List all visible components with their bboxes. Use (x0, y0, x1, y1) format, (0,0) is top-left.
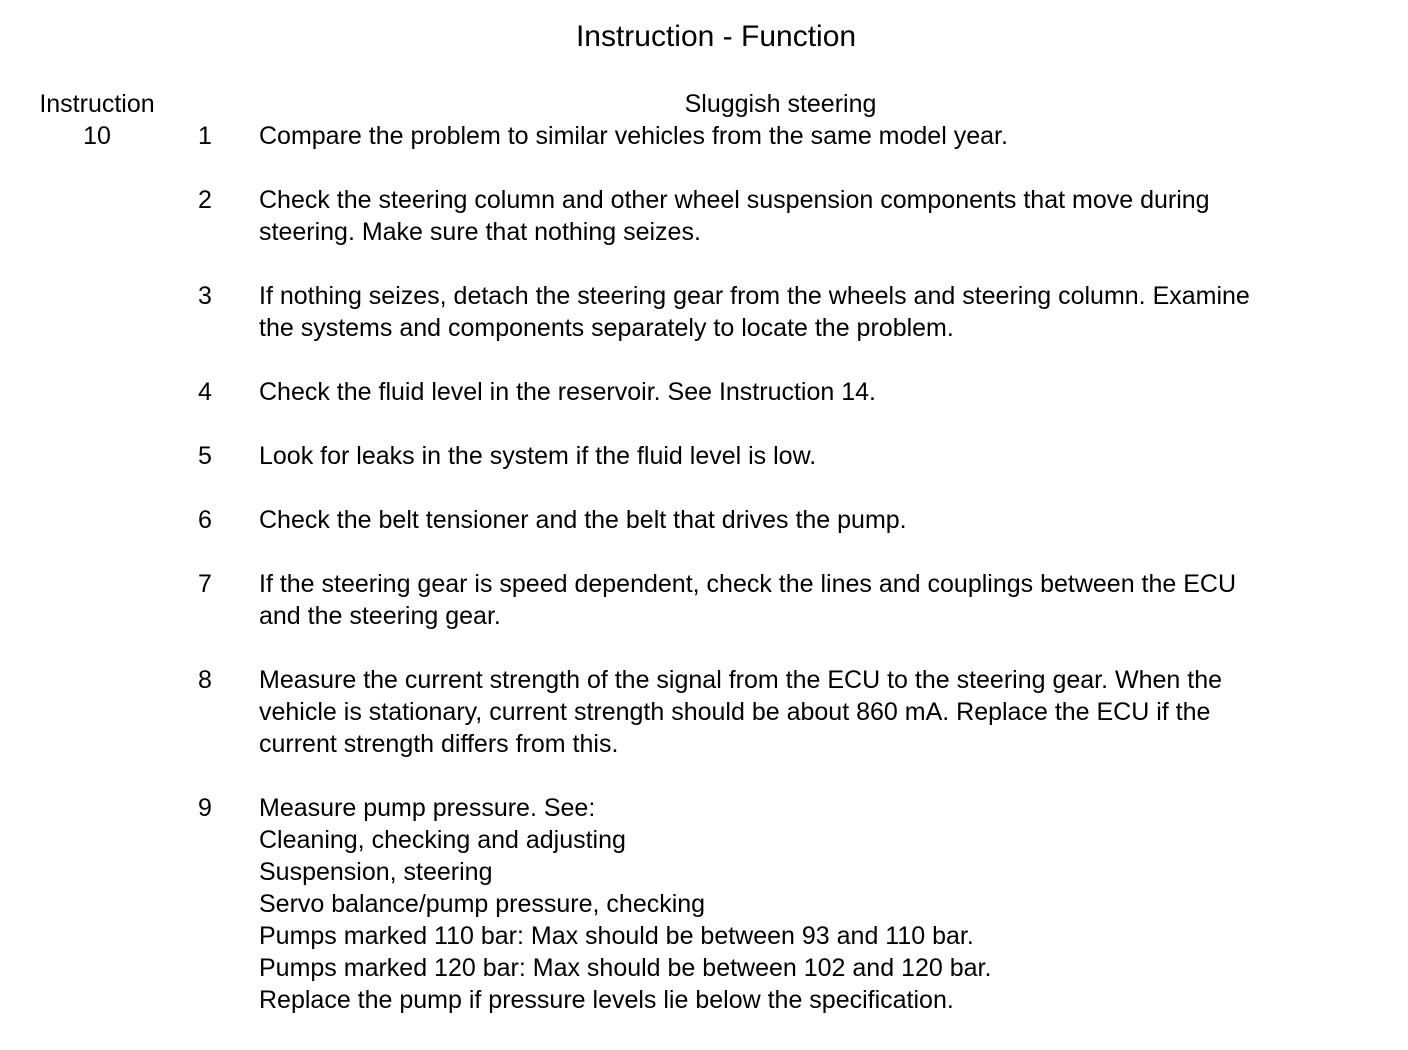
step-text-line: Measure pump pressure. See: (259, 794, 596, 822)
step-number: 5 (198, 442, 212, 470)
step-text-line: Look for leaks in the system if the fluid level is low. (259, 442, 817, 470)
step-number: 6 (198, 506, 212, 534)
step-text-line: Check the fluid level in the reservoir. See Instruction 14. (259, 378, 876, 406)
step-text-line: vehicle is stationary, current strength should be about 860 mA. Replace the ECU if the (259, 698, 1211, 726)
step-text-line: Pumps marked 120 bar: Max should be between 102 and 120 bar. (259, 954, 992, 982)
step-number: 4 (198, 378, 212, 406)
step-text-line: Compare the problem to similar vehicles from the same model year. (259, 122, 1008, 150)
step-text (259, 504, 1369, 536)
step-number: 2 (198, 186, 212, 214)
step-text-line: Check the belt tensioner and the belt that drives the pump. (259, 506, 907, 534)
step-item (0, 120, 1408, 152)
step-text (259, 440, 1369, 472)
step-text (259, 568, 1369, 632)
step-text-line: Suspension, steering (259, 858, 493, 886)
step-text-line: current strength differs from this. (259, 730, 619, 758)
step-text-line: Cleaning, checking and adjusting (259, 826, 626, 854)
step-text-line: steering. Make sure that nothing seizes. (259, 218, 701, 246)
step-text-line: If nothing seizes, detach the steering gear from the wheels and steering column. Examine (259, 282, 1250, 310)
section-heading: Sluggish steering (684, 90, 877, 118)
step-text-line: Measure the current strength of the signal from the ECU to the steering gear. When the (259, 666, 1223, 694)
step-number: 7 (198, 570, 212, 598)
step-item (0, 184, 1408, 248)
step-number: 1 (198, 122, 212, 150)
instruction-label: Instruction (39, 90, 155, 118)
step-item (0, 376, 1408, 408)
step-number: 8 (198, 666, 212, 694)
page-title: Instruction - Function (575, 20, 857, 53)
step-item (0, 664, 1408, 760)
step-text-line: If the steering gear is speed dependent, check the lines and couplings between the ECU (259, 570, 1237, 598)
step-text (259, 376, 1369, 408)
step-text-line: and the steering gear. (259, 602, 501, 630)
step-text (259, 792, 1369, 1016)
step-item (0, 504, 1408, 536)
step-text (259, 664, 1369, 760)
step-number: 9 (198, 794, 212, 822)
step-text (259, 120, 1369, 152)
step-text-line: Replace the pump if pressure levels lie below the specification. (259, 986, 954, 1014)
step-number: 3 (198, 282, 212, 310)
step-text (259, 280, 1369, 344)
step-item (0, 568, 1408, 632)
steps-list (0, 120, 1408, 1048)
step-item (0, 440, 1408, 472)
step-item (0, 792, 1408, 1016)
step-text-line: Servo balance/pump pressure, checking (259, 890, 706, 918)
step-text-line: the systems and components separately to locate the problem. (259, 314, 954, 342)
step-text-line: Pumps marked 110 bar: Max should be between 93 and 110 bar. (259, 922, 974, 950)
instruction-number: 10 (83, 122, 111, 150)
step-item (0, 280, 1408, 344)
step-text-line: Check the steering column and other wheel suspension components that move during (259, 186, 1210, 214)
step-text (259, 184, 1369, 248)
